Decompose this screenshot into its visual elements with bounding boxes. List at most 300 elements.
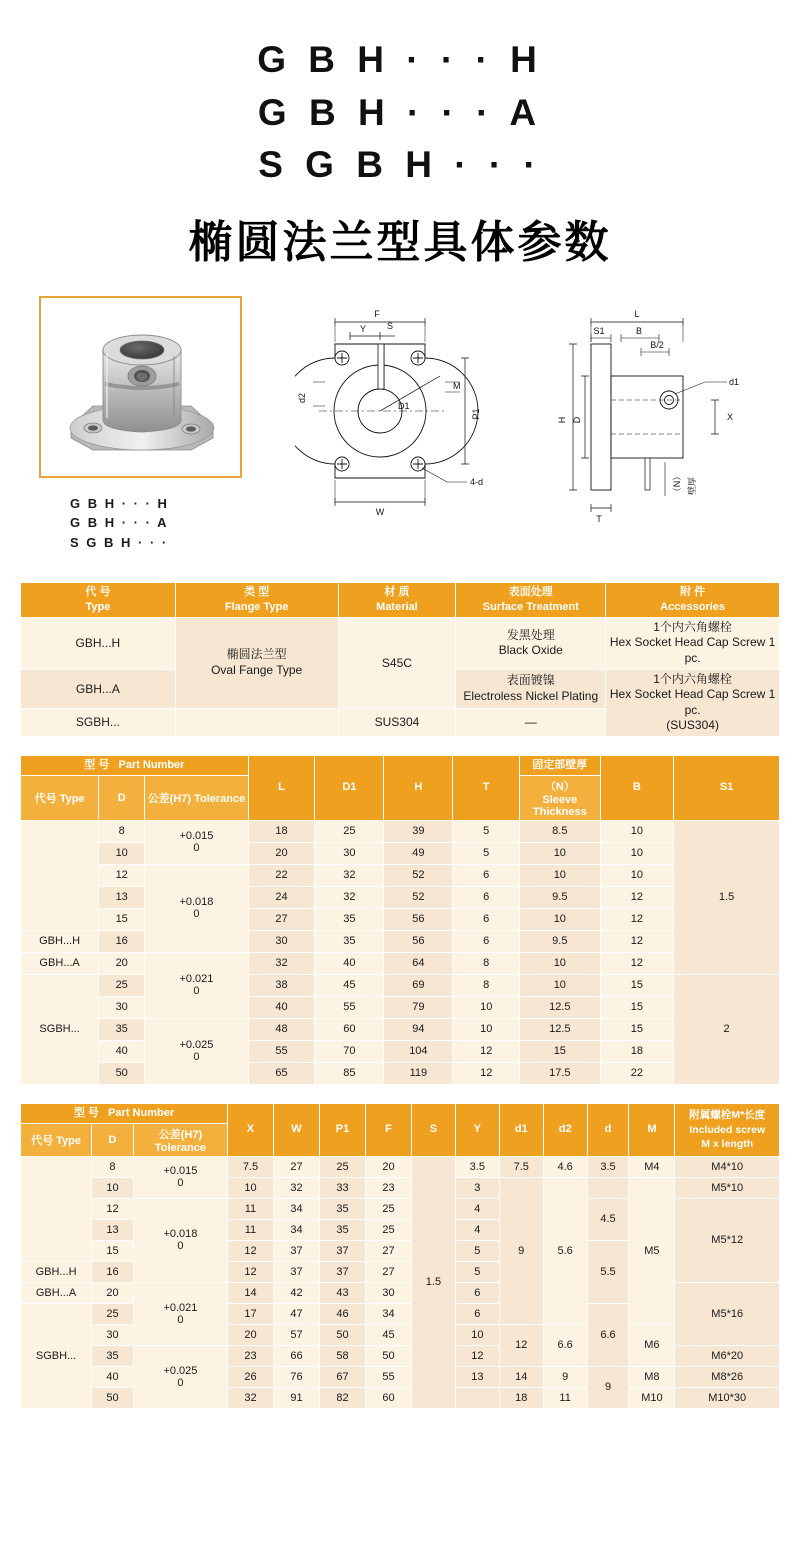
col-header-P1: P1 [319, 1103, 365, 1156]
cell-type-blank-1 [21, 1156, 92, 1261]
col-header-d2: d2 [543, 1103, 587, 1156]
cell-d: 13 [92, 1219, 134, 1240]
group-header-part-number [21, 755, 249, 775]
cell-d: 30 [92, 1324, 134, 1345]
cell-accessory-2 [606, 669, 780, 736]
col-header-S1: S1 [674, 755, 780, 820]
cell-H: 119 [384, 1062, 453, 1084]
cell-W: 32 [273, 1177, 319, 1198]
cell-F: 60 [365, 1387, 411, 1408]
cell-X: 14 [227, 1282, 273, 1303]
cell-D1: 55 [315, 996, 384, 1018]
cell-d: 50 [99, 1062, 145, 1084]
col-header-surface-cn: 表面处理 [508, 586, 553, 599]
cell-X: 11 [227, 1198, 273, 1219]
cell-B: 12 [600, 886, 674, 908]
cell-L: 38 [248, 974, 315, 996]
table-row [21, 820, 780, 842]
cell-B: 15 [600, 974, 674, 996]
cell-W: 42 [273, 1282, 319, 1303]
cell-M: M4 [629, 1156, 675, 1177]
cell-N: 10 [520, 842, 601, 864]
svg-text:T: T [596, 513, 602, 524]
cell-d: 16 [92, 1261, 134, 1282]
col-header-D1: D1 [315, 755, 384, 820]
cell-P1: 43 [319, 1282, 365, 1303]
cell-type-sgbh: SGBH... [21, 974, 99, 1084]
part-number-en: Part Number [118, 758, 185, 771]
cell-X: 11 [227, 1219, 273, 1240]
cell-d: 35 [92, 1345, 134, 1366]
tolerance-en: Tolerance [194, 792, 246, 805]
side-view-drawing [530, 296, 780, 531]
col-header-Y: Y [455, 1103, 499, 1156]
col-header-accessories-cn: 附 件 [680, 586, 706, 599]
cell-D1: 32 [315, 886, 384, 908]
cell-d2: 4.6 [543, 1156, 587, 1177]
cell-N: 10 [520, 864, 601, 886]
cell-F: 27 [365, 1261, 411, 1282]
cell-P1: 58 [319, 1345, 365, 1366]
cell-d-group-66: 6.6 [587, 1303, 629, 1366]
cell-H: 52 [384, 886, 453, 908]
col-header-type-cn: 代 号 [85, 586, 111, 599]
photo-caption [20, 494, 260, 553]
surface-en: Black Oxide [498, 643, 563, 658]
col-header-accessories-en: Accessories [660, 600, 725, 613]
dimensions-table-1 [20, 755, 780, 1085]
product-photo-frame [39, 296, 242, 478]
cell-B: 12 [600, 908, 674, 930]
table-row [21, 1040, 780, 1062]
cell-B: 12 [600, 952, 674, 974]
cell-T: 5 [453, 842, 520, 864]
cell-screw: M6*20 [675, 1345, 780, 1366]
cell-S-group: 1.5 [411, 1156, 455, 1408]
cell-d: 12 [92, 1198, 134, 1219]
svg-text:壁厚: 壁厚 [687, 476, 697, 495]
cell-M-group: M5 [629, 1177, 675, 1324]
screw-cn: 附属螺栓M*长度 [689, 1109, 766, 1122]
svg-text:4-d: 4-d [470, 476, 484, 487]
cell-H: 39 [384, 820, 453, 842]
tolerance-en: Tolerance [154, 1141, 206, 1154]
col-header-B: B [600, 755, 674, 820]
col-header-flange-type [175, 583, 338, 618]
cell-N: 8.5 [520, 820, 601, 842]
cell-d-group-55: 5.5 [587, 1240, 629, 1303]
photo-caption-line-1: G B H · · · H [70, 495, 169, 511]
table-row [21, 1062, 780, 1084]
cell-H: 56 [384, 930, 453, 952]
cell-material-s45c: S45C [338, 617, 456, 708]
cell-T: 10 [453, 1018, 520, 1040]
cell-T: 6 [453, 886, 520, 908]
cell-N: 9.5 [520, 930, 601, 952]
cell-B: 18 [600, 1040, 674, 1062]
cell-H: 64 [384, 952, 453, 974]
cell-F: 50 [365, 1345, 411, 1366]
svg-text:S1: S1 [593, 325, 605, 336]
title-line-1: G B H · · · H [257, 39, 543, 80]
figures-row [0, 270, 800, 553]
cell-D1: 32 [315, 864, 384, 886]
table-row [21, 617, 780, 669]
col-header-d1: d1 [499, 1103, 543, 1156]
cell-Y: 3 [455, 1177, 499, 1198]
cell-Y: 13 [455, 1366, 499, 1387]
cell-N: 12.5 [520, 996, 601, 1018]
cell-type-blank-1 [21, 820, 99, 930]
cell-d: 35 [99, 1018, 145, 1040]
cell-d-blank [587, 1177, 629, 1198]
tolerance-cn: 公差(H7) [147, 792, 192, 805]
cell-L: 48 [248, 1018, 315, 1040]
cell-H: 49 [384, 842, 453, 864]
cell-W: 34 [273, 1198, 319, 1219]
sub-type-en: Type [59, 792, 85, 805]
cell-T: 5 [453, 820, 520, 842]
surface-cn: 发黑处理 [506, 627, 555, 642]
col-header-material-en: Material [376, 600, 418, 613]
cell-tolerance: +0.021 0 [133, 1282, 227, 1345]
svg-text:L: L [634, 308, 640, 319]
table-row [21, 1018, 780, 1040]
cell-F: 20 [365, 1156, 411, 1177]
cell-N: 9.5 [520, 886, 601, 908]
table-row [21, 886, 780, 908]
cell-Y: 5 [455, 1261, 499, 1282]
cell-tolerance: +0.021 0 [145, 952, 249, 1018]
cell-B: 15 [600, 1018, 674, 1040]
sleeve-thickness-cn: 固定部壁厚 [532, 758, 588, 771]
cell-W: 47 [273, 1303, 319, 1324]
cell-tolerance: +0.018 0 [133, 1198, 227, 1282]
photo-caption-line-3: S G B H · · · [70, 534, 169, 550]
cell-D1: 30 [315, 842, 384, 864]
cell-S1-group-2: 2 [674, 974, 780, 1084]
cell-L: 22 [248, 864, 315, 886]
cell-P1: 82 [319, 1387, 365, 1408]
cell-X: 26 [227, 1366, 273, 1387]
cell-B: 15 [600, 996, 674, 1018]
cell-H: 79 [384, 996, 453, 1018]
cell-N: 10 [520, 908, 601, 930]
accessory-note: (SUS304) [666, 718, 719, 733]
cell-L: 27 [248, 908, 315, 930]
cell-D1: 35 [315, 908, 384, 930]
cell-d: 50 [92, 1387, 134, 1408]
accessory-cn: 1个内六角螺栓 [653, 619, 732, 634]
cell-W: 37 [273, 1240, 319, 1261]
cell-d-group-45: 4.5 [587, 1198, 629, 1240]
cell-type-sgbh: SGBH... [21, 1303, 92, 1408]
col-header-material-cn: 材 质 [384, 586, 410, 599]
col-header-T: T [453, 755, 520, 820]
cell-Y: 10 [455, 1324, 499, 1345]
svg-text:H: H [557, 416, 567, 423]
cell-D1: 40 [315, 952, 384, 974]
cell-screw: M5*10 [675, 1177, 780, 1198]
cell-screw: M8*26 [675, 1366, 780, 1387]
accessory-cn: 1个内六角螺栓 [653, 671, 732, 686]
cell-d: 16 [99, 930, 145, 952]
cell-type-sgbh: SGBH... [21, 708, 176, 736]
sub-header-N [520, 775, 601, 820]
cell-T: 6 [453, 908, 520, 930]
cell-Y: 12 [455, 1345, 499, 1366]
cell-d: 20 [92, 1282, 134, 1303]
cell-d: 15 [99, 908, 145, 930]
svg-text:W: W [375, 506, 385, 517]
title-chinese: 椭圆法兰型具体参数 [188, 217, 612, 267]
cell-D1: 35 [315, 930, 384, 952]
cell-F: 25 [365, 1219, 411, 1240]
cell-B: 12 [600, 930, 674, 952]
cell-W: 37 [273, 1261, 319, 1282]
sub-header-tolerance [133, 1123, 227, 1156]
cell-tolerance: +0.025 0 [133, 1345, 227, 1408]
col-header-X: X [227, 1103, 273, 1156]
cell-X: 7.5 [227, 1156, 273, 1177]
cell-d: 8 [99, 820, 145, 842]
col-header-W: W [273, 1103, 319, 1156]
svg-text:M: M [453, 380, 461, 391]
cell-M: M10 [629, 1387, 675, 1408]
photo-caption-line-2: G B H · · · A [70, 515, 169, 531]
col-header-d: d [587, 1103, 629, 1156]
cell-d: 15 [92, 1240, 134, 1261]
cell-D1: 45 [315, 974, 384, 996]
cell-X: 23 [227, 1345, 273, 1366]
cell-d: 13 [99, 886, 145, 908]
col-header-material [338, 583, 456, 618]
cell-screw: M5*16 [675, 1282, 780, 1345]
col-header-L: L [248, 755, 315, 820]
cell-H: 69 [384, 974, 453, 996]
sleeve-unit: （N） [544, 780, 575, 793]
dimensions-table-2 [20, 1103, 780, 1409]
cell-L: 32 [248, 952, 315, 974]
cell-L: 18 [248, 820, 315, 842]
cell-F: 45 [365, 1324, 411, 1345]
cell-P1: 50 [319, 1324, 365, 1345]
cell-B: 10 [600, 864, 674, 886]
cell-d: 40 [92, 1366, 134, 1387]
cell-accessory-1 [606, 617, 780, 669]
cell-B: 10 [600, 820, 674, 842]
part-number-cn: 型 号 [84, 758, 110, 771]
cell-d: 30 [99, 996, 145, 1018]
svg-text:P1: P1 [471, 408, 481, 420]
cell-L: 55 [248, 1040, 315, 1062]
table-row [21, 1156, 780, 1177]
coupling-photo-illustration [41, 298, 240, 476]
cell-Y: 5 [455, 1240, 499, 1261]
flange-type-cn: 椭圆法兰型 [226, 647, 287, 662]
cell-Y: 6 [455, 1282, 499, 1303]
table-row [21, 930, 780, 952]
cell-type-gbh-h: GBH...H [21, 1261, 92, 1282]
cell-N: 12.5 [520, 1018, 601, 1040]
svg-text:D1: D1 [398, 400, 410, 411]
surface-cn: 表面镀镍 [506, 673, 555, 688]
cell-d: 40 [99, 1040, 145, 1062]
cell-type-gbh-h: GBH...H [21, 930, 99, 952]
col-header-flange-cn: 类 型 [244, 586, 270, 599]
cell-d-group-9: 9 [587, 1366, 629, 1408]
cell-T: 12 [453, 1062, 520, 1084]
table-row [21, 908, 780, 930]
cell-surface-none: — [456, 708, 606, 736]
cell-F: 27 [365, 1240, 411, 1261]
cell-d1: 7.5 [499, 1156, 543, 1177]
cell-d: 12 [99, 864, 145, 886]
svg-text:（N）: （N） [672, 471, 682, 496]
cell-F: 25 [365, 1198, 411, 1219]
cell-H: 104 [384, 1040, 453, 1062]
svg-text:d1: d1 [729, 376, 740, 387]
cell-d2-group: 5.6 [543, 1177, 587, 1324]
cell-W: 27 [273, 1156, 319, 1177]
accessory-en: Hex Socket Head Cap Screw 1 pc. [609, 635, 776, 665]
cell-N: 10 [520, 952, 601, 974]
cell-d1-group: 9 [499, 1177, 543, 1324]
cell-X: 17 [227, 1303, 273, 1324]
sub-header-tolerance [145, 775, 249, 820]
title-line-2: G B H · · · A [257, 91, 543, 133]
cell-T: 6 [453, 930, 520, 952]
flange-type-en: Oval Fange Type [211, 662, 303, 677]
cell-M: M8 [629, 1366, 675, 1387]
col-header-surface-en: Surface Treatment [482, 600, 579, 613]
cell-W: 57 [273, 1324, 319, 1345]
col-header-flange-en: Flange Type [224, 600, 289, 613]
cell-d2: 11 [543, 1387, 587, 1408]
product-photo-block [20, 296, 260, 553]
cell-P1: 35 [319, 1219, 365, 1240]
svg-text:Y: Y [359, 323, 367, 334]
col-header-type-en: Type [85, 600, 111, 613]
col-header-M: M [629, 1103, 675, 1156]
front-view-drawing [270, 296, 520, 531]
cell-F: 30 [365, 1282, 411, 1303]
svg-text:d2: d2 [297, 392, 307, 403]
cell-B: 10 [600, 842, 674, 864]
sub-type-cn: 代号 [31, 1134, 54, 1147]
cell-surface-nickel [456, 669, 606, 708]
col-header-surface [456, 583, 606, 618]
col-header-accessories [606, 583, 780, 618]
cell-tolerance: +0.015 0 [133, 1156, 227, 1198]
page-title [0, 0, 800, 270]
cell-type-gbh-a: GBH...A [21, 1282, 92, 1303]
cell-L: 20 [248, 842, 315, 864]
svg-text:F: F [374, 308, 380, 319]
cell-W: 91 [273, 1387, 319, 1408]
sleeve-thickness-en: Sleeve Thickness [532, 793, 587, 818]
cell-flange-oval [175, 617, 338, 708]
cell-screw: M4*10 [675, 1156, 780, 1177]
cell-type-gbh-a: GBH...A [21, 669, 176, 708]
cell-d: 10 [92, 1177, 134, 1198]
cell-Y: 4 [455, 1198, 499, 1219]
cell-tolerance: +0.018 0 [145, 864, 249, 952]
cell-H: 52 [384, 864, 453, 886]
cell-S1-group-1: 1.5 [674, 820, 780, 974]
cell-H: 56 [384, 908, 453, 930]
cell-L: 30 [248, 930, 315, 952]
title-line-3: S G B H · · · [258, 144, 542, 186]
sub-header-type [21, 1123, 92, 1156]
cell-P1: 25 [319, 1156, 365, 1177]
cell-d2: 9 [543, 1366, 587, 1387]
cell-H: 94 [384, 1018, 453, 1040]
cell-D1: 60 [315, 1018, 384, 1040]
table-row [21, 974, 780, 996]
cell-N: 15 [520, 1040, 601, 1062]
cell-F: 55 [365, 1366, 411, 1387]
cell-L: 24 [248, 886, 315, 908]
cell-P1: 35 [319, 1198, 365, 1219]
table-row [21, 952, 780, 974]
cell-P1: 37 [319, 1261, 365, 1282]
cell-F: 23 [365, 1177, 411, 1198]
table-row [21, 864, 780, 886]
accessory-en: Hex Socket Head Cap Screw 1 pc. [609, 687, 776, 717]
cell-screw: M10*30 [675, 1387, 780, 1408]
cell-N: 17.5 [520, 1062, 601, 1084]
svg-text:B: B [635, 325, 643, 336]
type-specification-table [20, 582, 780, 737]
cell-D1: 85 [315, 1062, 384, 1084]
part-number-en: Part Number [108, 1106, 175, 1119]
cell-N: 10 [520, 974, 601, 996]
cell-d: 3.5 [587, 1156, 629, 1177]
cell-type-gbh-a: GBH...A [21, 952, 99, 974]
cell-T: 8 [453, 974, 520, 996]
cell-X: 12 [227, 1240, 273, 1261]
cell-W: 66 [273, 1345, 319, 1366]
cell-material-sus304: SUS304 [338, 708, 456, 736]
cell-T: 6 [453, 864, 520, 886]
cell-surface-black-oxide [456, 617, 606, 669]
cell-d2-group-66: 6.6 [543, 1324, 587, 1366]
cell-P1: 46 [319, 1303, 365, 1324]
cell-D1: 25 [315, 820, 384, 842]
cell-d1-group-12: 12 [499, 1324, 543, 1366]
cell-P1: 37 [319, 1240, 365, 1261]
cell-T: 8 [453, 952, 520, 974]
screw-en-2: M x length [701, 1137, 754, 1150]
svg-text:S: S [386, 320, 394, 331]
cell-tolerance: +0.015 0 [145, 820, 249, 864]
cell-T: 10 [453, 996, 520, 1018]
screw-en-1: Included screw [689, 1123, 766, 1136]
cell-Y [455, 1387, 499, 1408]
cell-X: 20 [227, 1324, 273, 1345]
cell-d: 10 [99, 842, 145, 864]
sub-type-en: Type [56, 1134, 81, 1147]
part-number-cn: 型 号 [73, 1106, 99, 1119]
cell-L: 40 [248, 996, 315, 1018]
cell-Y: 6 [455, 1303, 499, 1324]
col-header-S: S [411, 1103, 455, 1156]
tolerance-cn: 公差(H7) [158, 1128, 203, 1141]
cell-d: 25 [92, 1303, 134, 1324]
cell-D1: 70 [315, 1040, 384, 1062]
cell-d1: 18 [499, 1387, 543, 1408]
